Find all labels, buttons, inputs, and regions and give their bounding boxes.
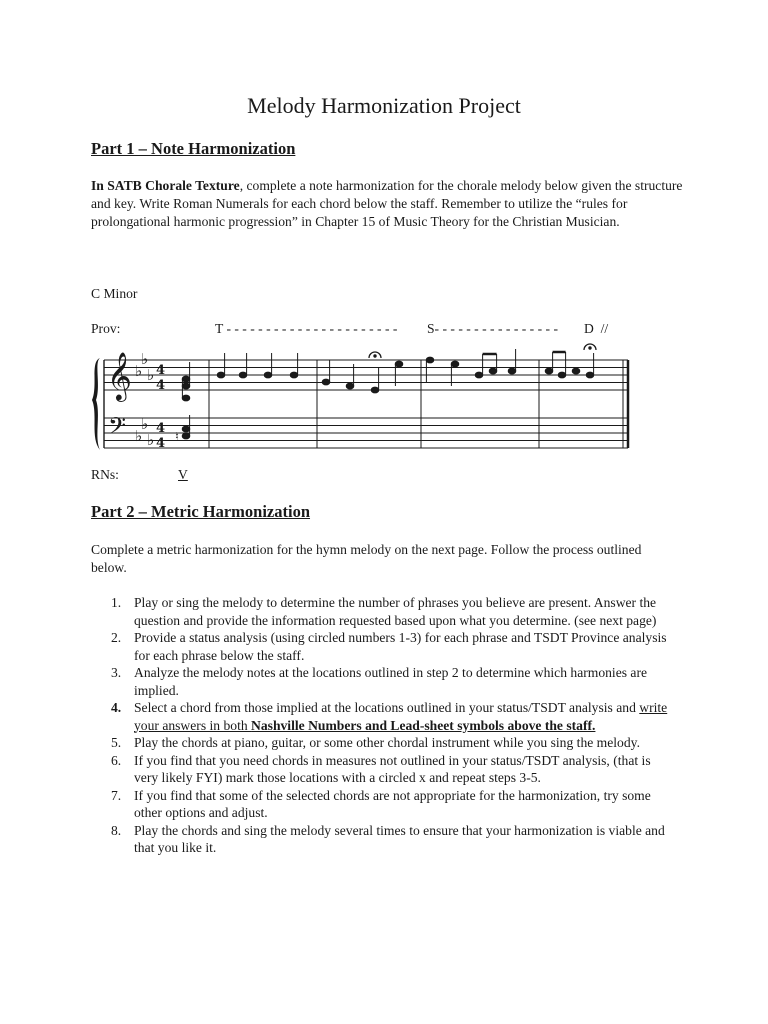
prov-dominant-end: D // — [584, 321, 609, 336]
step-number: 6. — [111, 752, 122, 768]
svg-text:♭: ♭ — [141, 350, 149, 368]
key-label: C Minor — [91, 286, 138, 301]
bass-clef-icon: 𝄢 — [108, 412, 127, 445]
music-score — [88, 340, 634, 458]
rns-value: V — [178, 467, 188, 482]
part1-heading: Part 1 – Note Harmonization — [91, 139, 296, 158]
prov-tonic-span: T - - - - - - - - - - - - - - - - - - - - - - — [215, 321, 398, 336]
svg-text:♭: ♭ — [147, 366, 155, 384]
rns-label: RNs: — [91, 467, 119, 482]
step-item — [91, 734, 671, 752]
step-text: Play the chords and sing the melody several times to ensure that your harmonization is viable and that you like it. — [134, 822, 665, 855]
step-number: 5. — [111, 735, 122, 750]
time-sig-bottom: 4 — [156, 378, 166, 393]
step-text: Analyze the melody notes at the locations outlined in step 2 to determine which harmonies are implied. — [134, 665, 648, 698]
step-number: 3. — [111, 665, 122, 680]
bass-staff — [104, 418, 628, 448]
step-text: If you find that some of the selected chords are not appropriate for the harmonization, try some other options and adjust. — [134, 787, 651, 820]
bass-pickup-chord — [175, 415, 190, 443]
step-text-bold-underlined: Nashville Numbers and Lead-sheet symbols above the staff. — [251, 717, 596, 733]
time-sig-top: 4 — [156, 363, 166, 378]
step-item — [91, 752, 671, 787]
time-signature-treble — [156, 363, 165, 393]
page-title: Melody Harmonization Project — [247, 93, 521, 118]
step-item — [91, 787, 671, 822]
melody-notes — [182, 344, 596, 401]
svg-text:♭: ♭ — [135, 427, 143, 445]
key-signature-treble — [135, 350, 154, 384]
time-sig-bottom-bass: 4 — [156, 436, 166, 451]
prov-subdominant-span: S- - - - - - - - - - - - - - - - — [427, 321, 558, 336]
svg-text:♭: ♭ — [135, 362, 143, 380]
step-text-underlined: write your answers in both — [134, 700, 668, 733]
svg-text:♭: ♭ — [141, 415, 149, 433]
part1-intro — [91, 177, 691, 231]
part1-intro-bold: In SATB Chorale Texture — [91, 178, 240, 193]
step-number: 1. — [111, 595, 122, 610]
time-signature-bass — [156, 421, 165, 451]
prov-label: Prov: — [91, 321, 121, 336]
step-number: 2. — [111, 630, 122, 645]
treble-clef-icon: 𝄞 — [107, 351, 132, 400]
step-number: 8. — [111, 822, 122, 838]
step-number: 7. — [111, 787, 122, 803]
svg-text:♮: ♮ — [175, 430, 179, 443]
step-text: Play or sing the melody to determine the number of phrases you believe are present. Answer the question and provide the information requested based upon what you determine. (see next page) — [134, 595, 657, 628]
steps-list — [91, 594, 671, 857]
grand-staff-brace — [92, 358, 100, 450]
part2-intro: Complete a metric harmonization for the hymn melody on the next page. Follow the process outlined below. — [91, 542, 642, 575]
key-signature-bass — [135, 415, 154, 449]
svg-text:♭: ♭ — [147, 431, 155, 449]
part2-heading: Part 2 – Metric Harmonization — [91, 502, 311, 521]
step-text: Provide a status analysis (using circled numbers 1-3) for each phrase and TSDT Province analysis for each phrase below the staff. — [134, 630, 667, 663]
step-text: Play the chords at piano, guitar, or some other chordal instrument while you sing the melody. — [134, 735, 640, 750]
step-number: 4. — [111, 700, 122, 715]
step-item — [91, 594, 671, 629]
step-item — [91, 664, 671, 699]
step-text: Select a chord from those implied at the locations outlined in your status/TSDT analysis and — [134, 700, 640, 715]
step-item — [91, 822, 671, 857]
part1-intro-rest: , complete a note harmonization for the chorale melody below given the structure and key. Write Roman Numerals for each chord below the staff. Remember to utilize the “rules for prolongational harmonic progression” in Chapter 15 of Music Theory for the Christian Musician. — [91, 178, 683, 229]
step-text: If you find that you need chords in measures not outlined in your status/TSDT analysis, (that is very likely FYI) mark those locations with a circled x and repeat steps 3-5. — [134, 752, 651, 785]
step-item — [91, 629, 671, 664]
step-item — [91, 699, 671, 734]
time-sig-top-bass: 4 — [156, 421, 166, 436]
